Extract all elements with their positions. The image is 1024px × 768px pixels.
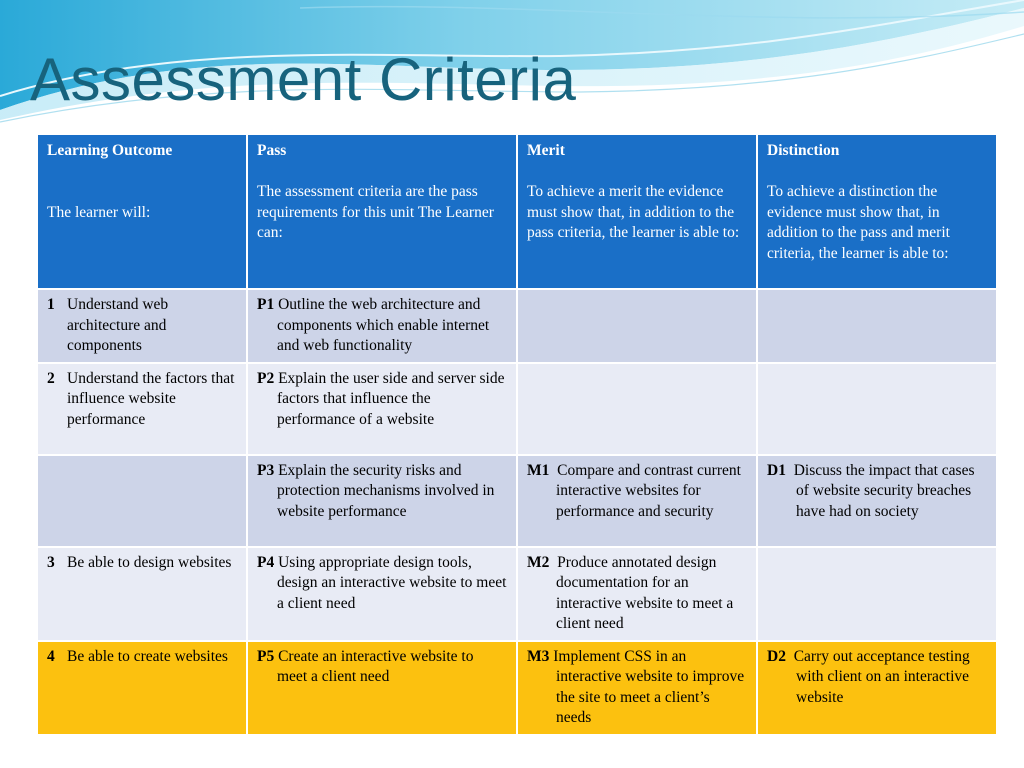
merit-cell: M2 Produce annotated design documentation for an interactive website to meet a client need <box>517 547 757 641</box>
merit-cell: M1 Compare and contrast current interactive websites for performance and security <box>517 455 757 547</box>
table-row <box>37 455 997 547</box>
pass-cell: P3 Explain the security risks and protection mechanisms involved in website performance <box>247 455 517 547</box>
table-row <box>37 289 997 363</box>
distinction-cell: D1 Discuss the impact that cases of website security breaches have had on society <box>757 455 997 547</box>
table-header-row <box>37 134 997 289</box>
table-row <box>37 363 997 455</box>
table-row <box>37 641 997 735</box>
merit-cell <box>517 363 757 455</box>
merit-cell <box>517 289 757 363</box>
learning-outcome-cell: 2 Understand the factors that influence website performance <box>37 363 247 455</box>
learning-outcome-cell: 3 Be able to design websites <box>37 547 247 641</box>
distinction-cell: D2 Carry out acceptance testing with client on an interactive website <box>757 641 997 735</box>
learning-outcome-cell <box>37 455 247 547</box>
header-learning-outcome: Learning Outcome The learner will: <box>37 134 247 289</box>
table-row <box>37 547 997 641</box>
pass-cell: P2 Explain the user side and server side factors that influence the performance of a website <box>247 363 517 455</box>
distinction-cell <box>757 289 997 363</box>
learning-outcome-cell: 1 Understand web architecture and components <box>37 289 247 363</box>
distinction-cell <box>757 363 997 455</box>
slide-title: Assessment Criteria <box>30 46 577 113</box>
assessment-criteria-table <box>36 133 998 736</box>
header-merit: Merit To achieve a merit the evidence must show that, in addition to the pass criteria, the learner is able to: <box>517 134 757 289</box>
distinction-cell <box>757 547 997 641</box>
merit-cell: M3 Implement CSS in an interactive website to improve the site to meet a client’s needs <box>517 641 757 735</box>
header-pass: Pass The assessment criteria are the pass requirements for this unit The Learner can: <box>247 134 517 289</box>
pass-cell: P4 Using appropriate design tools, design an interactive website to meet a client need <box>247 547 517 641</box>
learning-outcome-cell: 4 Be able to create websites <box>37 641 247 735</box>
header-distinction: Distinction To achieve a distinction the evidence must show that, in addition to the pass and merit criteria, the learner is able to: <box>757 134 997 289</box>
pass-cell: P5 Create an interactive website to meet a client need <box>247 641 517 735</box>
pass-cell: P1 Outline the web architecture and components which enable internet and web functionality <box>247 289 517 363</box>
